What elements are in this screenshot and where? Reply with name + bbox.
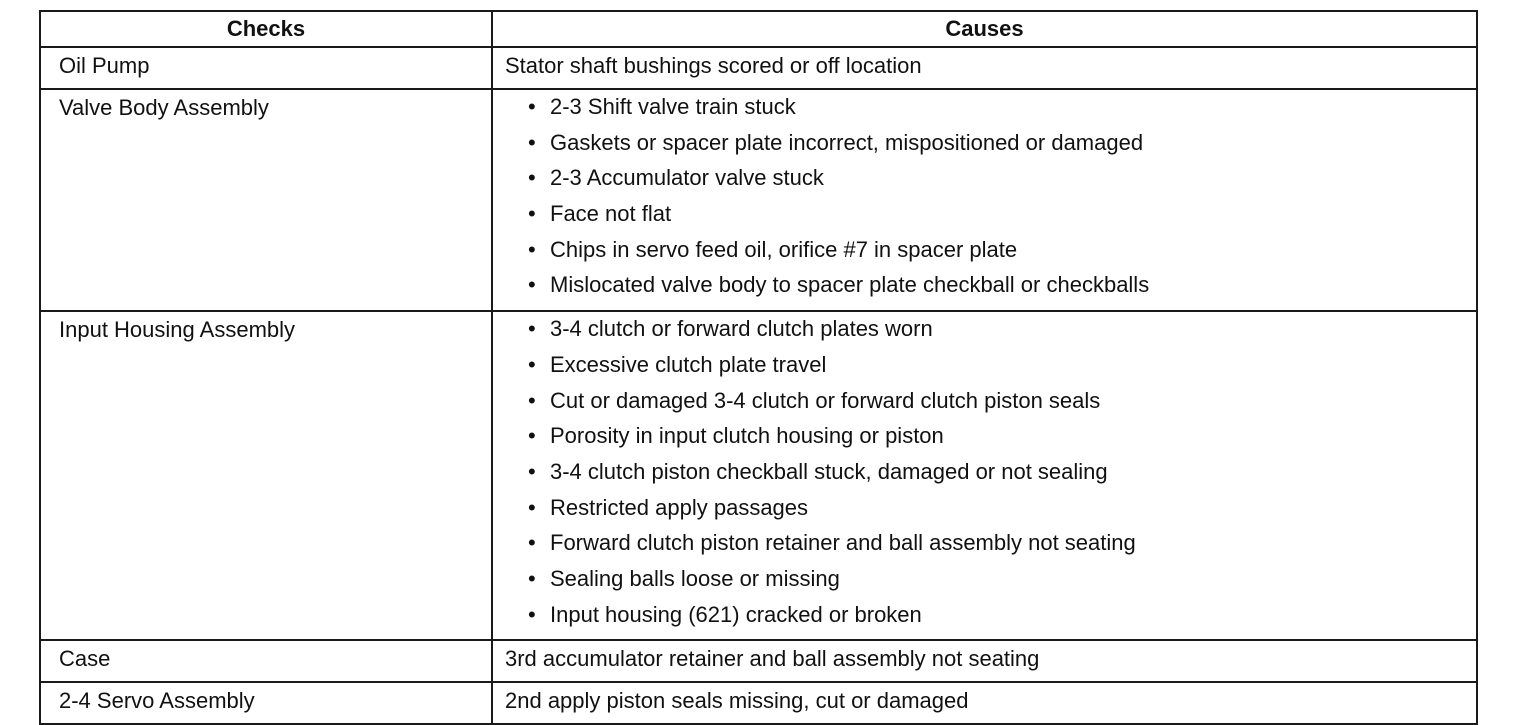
- cause-text: Face not flat: [550, 201, 672, 227]
- bullet-icon: •: [528, 565, 536, 591]
- check-cell: 2-4 Servo Assembly: [40, 682, 492, 724]
- check-cell: Valve Body Assembly: [40, 89, 492, 311]
- table-row: [40, 89, 1477, 311]
- cause-text: 3-4 clutch or forward clutch plates worn: [550, 316, 933, 342]
- causes-list-cell: [492, 89, 1477, 311]
- diagnosis-table: [39, 10, 1478, 725]
- checks-header: Checks: [40, 11, 492, 47]
- causes-header: Causes: [492, 11, 1477, 47]
- cause-cell: 3rd accumulator retainer and ball assembly not seating: [492, 640, 1477, 682]
- cause-item: [493, 388, 1476, 424]
- bullet-icon: •: [528, 601, 536, 627]
- bullet-icon: •: [528, 272, 536, 298]
- bullet-icon: •: [528, 165, 536, 191]
- check-cell: Oil Pump: [40, 47, 492, 89]
- cause-item: [493, 352, 1476, 388]
- cause-item: [493, 130, 1476, 166]
- cause-text: Cut or damaged 3-4 clutch or forward clutch piston seals: [550, 387, 1101, 413]
- cause-item: [493, 237, 1476, 273]
- check-cell: Input Housing Assembly: [40, 311, 492, 640]
- cause-item: [493, 495, 1476, 531]
- causes-list: [493, 316, 1476, 637]
- cause-item: [493, 316, 1476, 352]
- table-row: [40, 682, 1477, 724]
- header-row: [40, 11, 1477, 47]
- bullet-icon: •: [528, 458, 536, 484]
- cause-item: [493, 165, 1476, 201]
- cause-text: Sealing balls loose or missing: [550, 565, 840, 591]
- cause-item: [493, 272, 1476, 308]
- bullet-icon: •: [528, 236, 536, 262]
- check-cell: Case: [40, 640, 492, 682]
- table-row: [40, 311, 1477, 640]
- table-row: [40, 640, 1477, 682]
- cause-text: Input housing (621) cracked or broken: [550, 601, 922, 627]
- cause-text: Porosity in input clutch housing or piston: [550, 423, 944, 449]
- cause-cell: Stator shaft bushings scored or off location: [492, 47, 1477, 89]
- cause-text: 2-3 Accumulator valve stuck: [550, 165, 824, 191]
- cause-cell: 2nd apply piston seals missing, cut or damaged: [492, 682, 1477, 724]
- cause-item: [493, 602, 1476, 638]
- cause-text: 3-4 clutch piston checkball stuck, damaged or not sealing: [550, 458, 1108, 484]
- cause-item: [493, 459, 1476, 495]
- bullet-icon: •: [528, 530, 536, 556]
- cause-text: Forward clutch piston retainer and ball assembly not seating: [550, 530, 1136, 556]
- bullet-icon: •: [528, 94, 536, 119]
- bullet-icon: •: [528, 316, 536, 342]
- cause-text: Excessive clutch plate travel: [550, 351, 827, 377]
- bullet-icon: •: [528, 387, 536, 413]
- cause-item: [493, 94, 1476, 130]
- bullet-icon: •: [528, 201, 536, 227]
- bullet-icon: •: [528, 494, 536, 520]
- cause-text: Restricted apply passages: [550, 494, 809, 520]
- cause-text: 2-3 Shift valve train stuck: [550, 94, 796, 119]
- cause-item: [493, 423, 1476, 459]
- cause-text: Mislocated valve body to spacer plate checkball or checkballs: [550, 272, 1150, 298]
- bullet-icon: •: [528, 423, 536, 449]
- bullet-icon: •: [528, 129, 536, 155]
- cause-item: [493, 566, 1476, 602]
- causes-list: [493, 94, 1476, 308]
- cause-text: Chips in servo feed oil, orifice #7 in spacer plate: [550, 236, 1018, 262]
- cause-item: [493, 201, 1476, 237]
- cause-item: [493, 530, 1476, 566]
- causes-list-cell: [492, 311, 1477, 640]
- bullet-icon: •: [528, 351, 536, 377]
- table-row: [40, 47, 1477, 89]
- cause-text: Gaskets or spacer plate incorrect, mispositioned or damaged: [550, 129, 1144, 155]
